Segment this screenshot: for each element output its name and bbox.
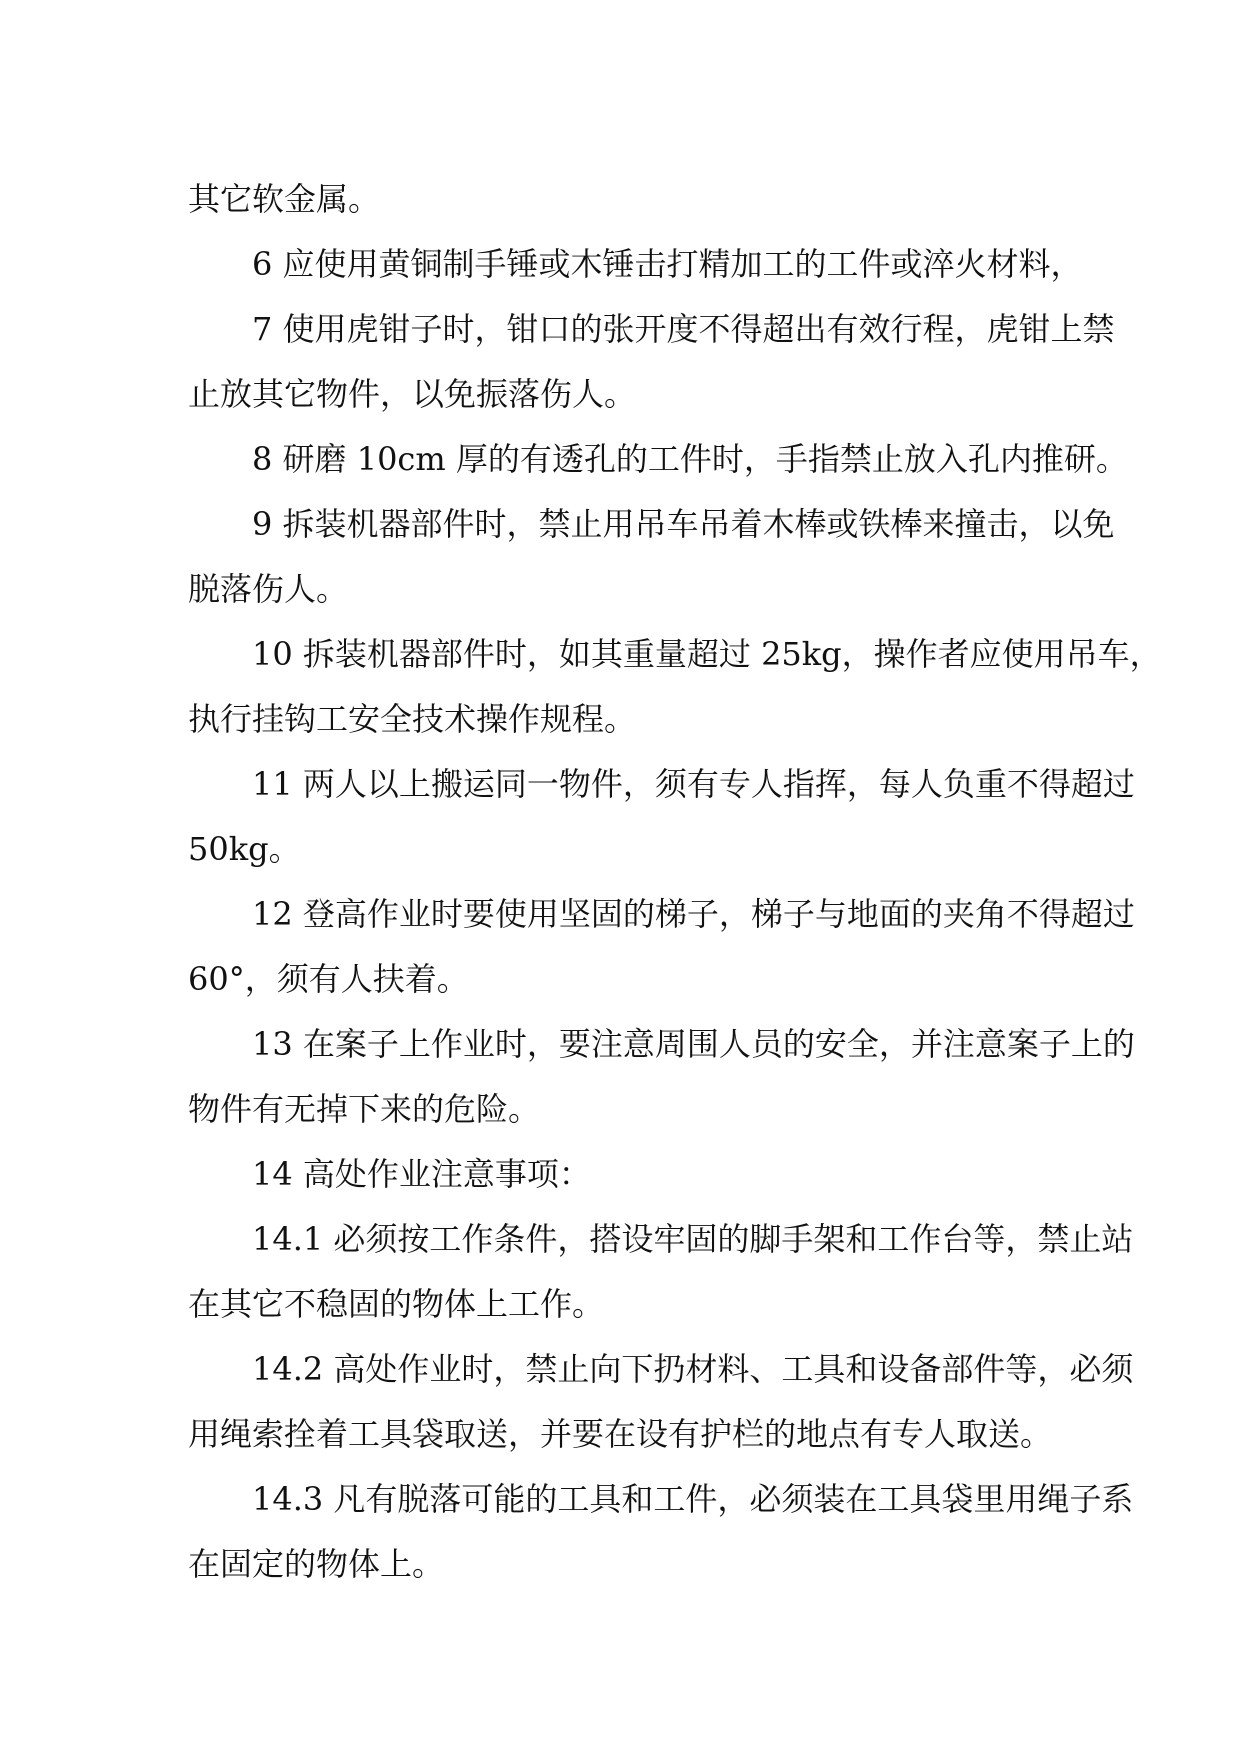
- text-line: 13 在案子上作业时，要注意周围人员的安全，并注意案子上的: [252, 1025, 1135, 1063]
- paragraph: [188, 622, 1162, 752]
- paragraph: [188, 1207, 1134, 1337]
- text-line: 用绳索拴着工具袋取送，并要在设有护栏的地点有专人取送。: [188, 1415, 1053, 1453]
- text-line: 其它软金属。: [188, 180, 381, 218]
- text-line: 60°，须有人扶着。: [188, 960, 469, 998]
- paragraph: [188, 232, 1083, 297]
- text-line: 12 登高作业时要使用坚固的梯子，梯子与地面的夹角不得超过: [252, 895, 1135, 933]
- paragraph: [188, 1012, 1135, 1142]
- paragraph: [188, 167, 1050, 232]
- paragraph: [188, 752, 1135, 882]
- text-line: 在固定的物体上。: [188, 1545, 445, 1583]
- paragraph: [188, 427, 1128, 492]
- document-page: [188, 167, 1162, 1597]
- paragraph: [188, 1467, 1134, 1597]
- text-line: 物件有无掉下来的危险。: [188, 1090, 541, 1128]
- text-line: 止放其它物件，以免振落伤人。: [188, 375, 637, 413]
- paragraph: [188, 882, 1135, 1012]
- text-line: 在其它不稳固的物体上工作。: [188, 1285, 605, 1323]
- paragraph: [188, 492, 1115, 622]
- paragraph: [188, 1337, 1134, 1467]
- text-line: 执行挂钩工安全技术操作规程。: [188, 700, 637, 738]
- text-line: 11 两人以上搬运同一物件，须有专人指挥，每人负重不得超过: [252, 765, 1135, 803]
- text-line: 50kg。: [188, 830, 301, 868]
- text-line: 脱落伤人。: [188, 570, 349, 608]
- paragraph: [188, 1142, 1050, 1207]
- text-line: 10 拆装机器部件时，如其重量超过 25kg，操作者应使用吊车，: [252, 635, 1162, 673]
- text-line: 14.3 凡有脱落可能的工具和工件，必须装在工具袋里用绳子系: [252, 1480, 1134, 1518]
- text-line: 14.1 必须按工作条件，搭设牢固的脚手架和工作台等，禁止站: [252, 1220, 1134, 1258]
- text-line: 8 研磨 10cm 厚的有透孔的工件时，手指禁止放入孔内推研。: [252, 440, 1128, 478]
- text-line: 14 高处作业注意事项：: [252, 1155, 591, 1193]
- text-line: 7 使用虎钳子时，钳口的张开度不得超出有效行程，虎钳上禁: [252, 310, 1115, 348]
- text-line: 14.2 高处作业时，禁止向下扔材料、工具和设备部件等，必须: [252, 1350, 1134, 1388]
- text-line: 6 应使用黄铜制手锤或木锤击打精加工的工件或淬火材料，: [252, 245, 1083, 283]
- text-line: 9 拆装机器部件时，禁止用吊车吊着木棒或铁棒来撞击，以免: [252, 505, 1115, 543]
- paragraph: [188, 297, 1115, 427]
